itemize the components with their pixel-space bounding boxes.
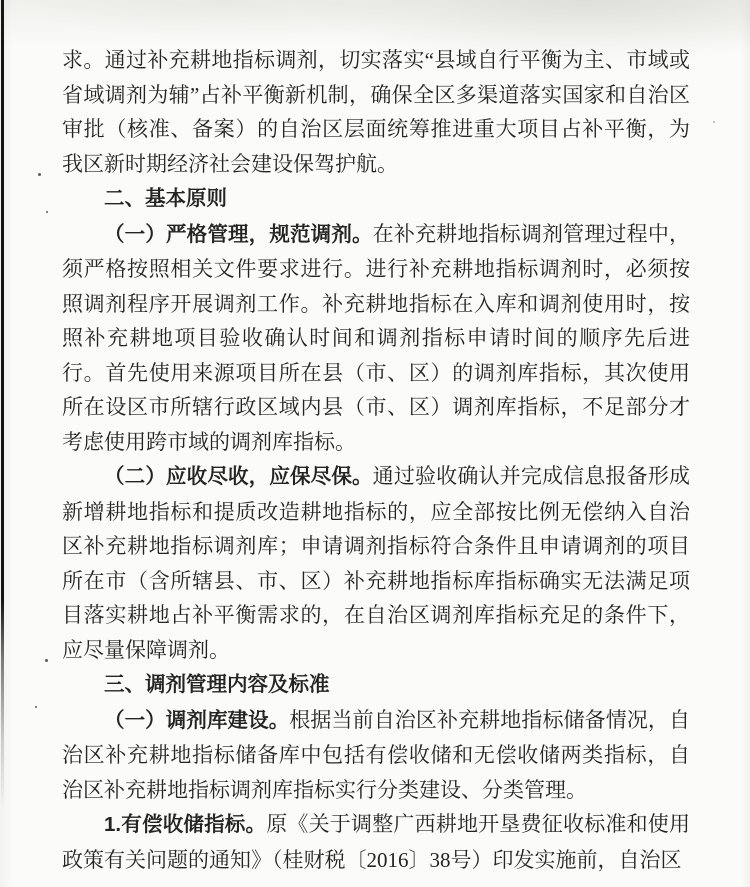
ink-speck-artifact bbox=[35, 706, 37, 708]
ink-speck-artifact bbox=[713, 121, 715, 123]
paragraph bbox=[62, 217, 690, 460]
text-run: 原《关于调整广西耕地开垦费征收标准和使用政策有关问题的通知》（桂财税〔2016〕38号）印发实施前，自治区 bbox=[62, 812, 690, 872]
ink-speck-artifact bbox=[46, 211, 48, 213]
ink-speck-artifact bbox=[38, 173, 41, 176]
paragraph bbox=[62, 807, 690, 877]
section-heading bbox=[62, 181, 690, 217]
text-run: 根据当前自治区补充耕地指标储备情况，自治区补充耕地指标储备库中包括有偿收储和无偿收储两类指标，自治区补充耕地指标调剂库指标实行分类建设、分类管理。 bbox=[62, 707, 691, 802]
paragraph bbox=[62, 459, 690, 667]
text-run: 求。通过补充耕地指标调剂，切实落实“县域自行平衡为主、市域或省域调剂为辅”占补平衡新机制，确保全区多渠道落实国家和自治区审批（核准、备案）的自治区层面统筹推进重大项目占补平衡，为我区新时期经济社会建设保驾护航。 bbox=[62, 48, 690, 176]
emphasis-run: （二）应收尽收，应保尽保。 bbox=[104, 465, 373, 488]
text-run: 通过验收确认并完成信息报备形成新增耕地指标和提质改造耕地指标的，应全部按比例无偿纳入自治区补充耕地指标调剂库；申请调剂指标符合条件且申请调剂的项目所在市（含所辖县、市、区）补充耕地指标库指标确实无法满足项目落实耕地占补平衡需求的，在自治区调剂库指标充足的条件下，应尽量保障调剂。 bbox=[62, 464, 691, 662]
scan-haze-artifact bbox=[0, 0, 750, 46]
paragraph bbox=[62, 703, 690, 808]
document-body bbox=[62, 43, 690, 877]
emphasis-run: 三、调剂管理内容及标准 bbox=[104, 673, 330, 696]
text-run: 在补充耕地指标调剂管理过程中，须严格按照相关文件要求进行。进行补充耕地指标调剂时，必须按照调剂程序开展调剂工作。补充耕地指标在入库和调剂使用时，按照补充耕地项目验收确认时间和调剂指标申请时间的顺序先后进行。首先使用来源项目所在县（市、区）的调剂库指标，其次使用所在设区市所辖行政区域内县（市、区）调剂库指标，不足部分才考虑使用跨市域的调剂库指标。 bbox=[62, 221, 691, 454]
emphasis-run: 1.有偿收储指标。 bbox=[104, 813, 267, 836]
emphasis-run: （一）调剂库建设。 bbox=[104, 708, 290, 732]
emphasis-run: 二、基本原则 bbox=[104, 187, 227, 210]
paragraph bbox=[62, 43, 690, 181]
emphasis-run: （一）严格管理，规范调剂。 bbox=[104, 222, 373, 246]
section-heading bbox=[62, 667, 690, 703]
scanner-edge-line-artifact bbox=[1, 0, 4, 810]
ink-speck-artifact bbox=[45, 659, 48, 662]
